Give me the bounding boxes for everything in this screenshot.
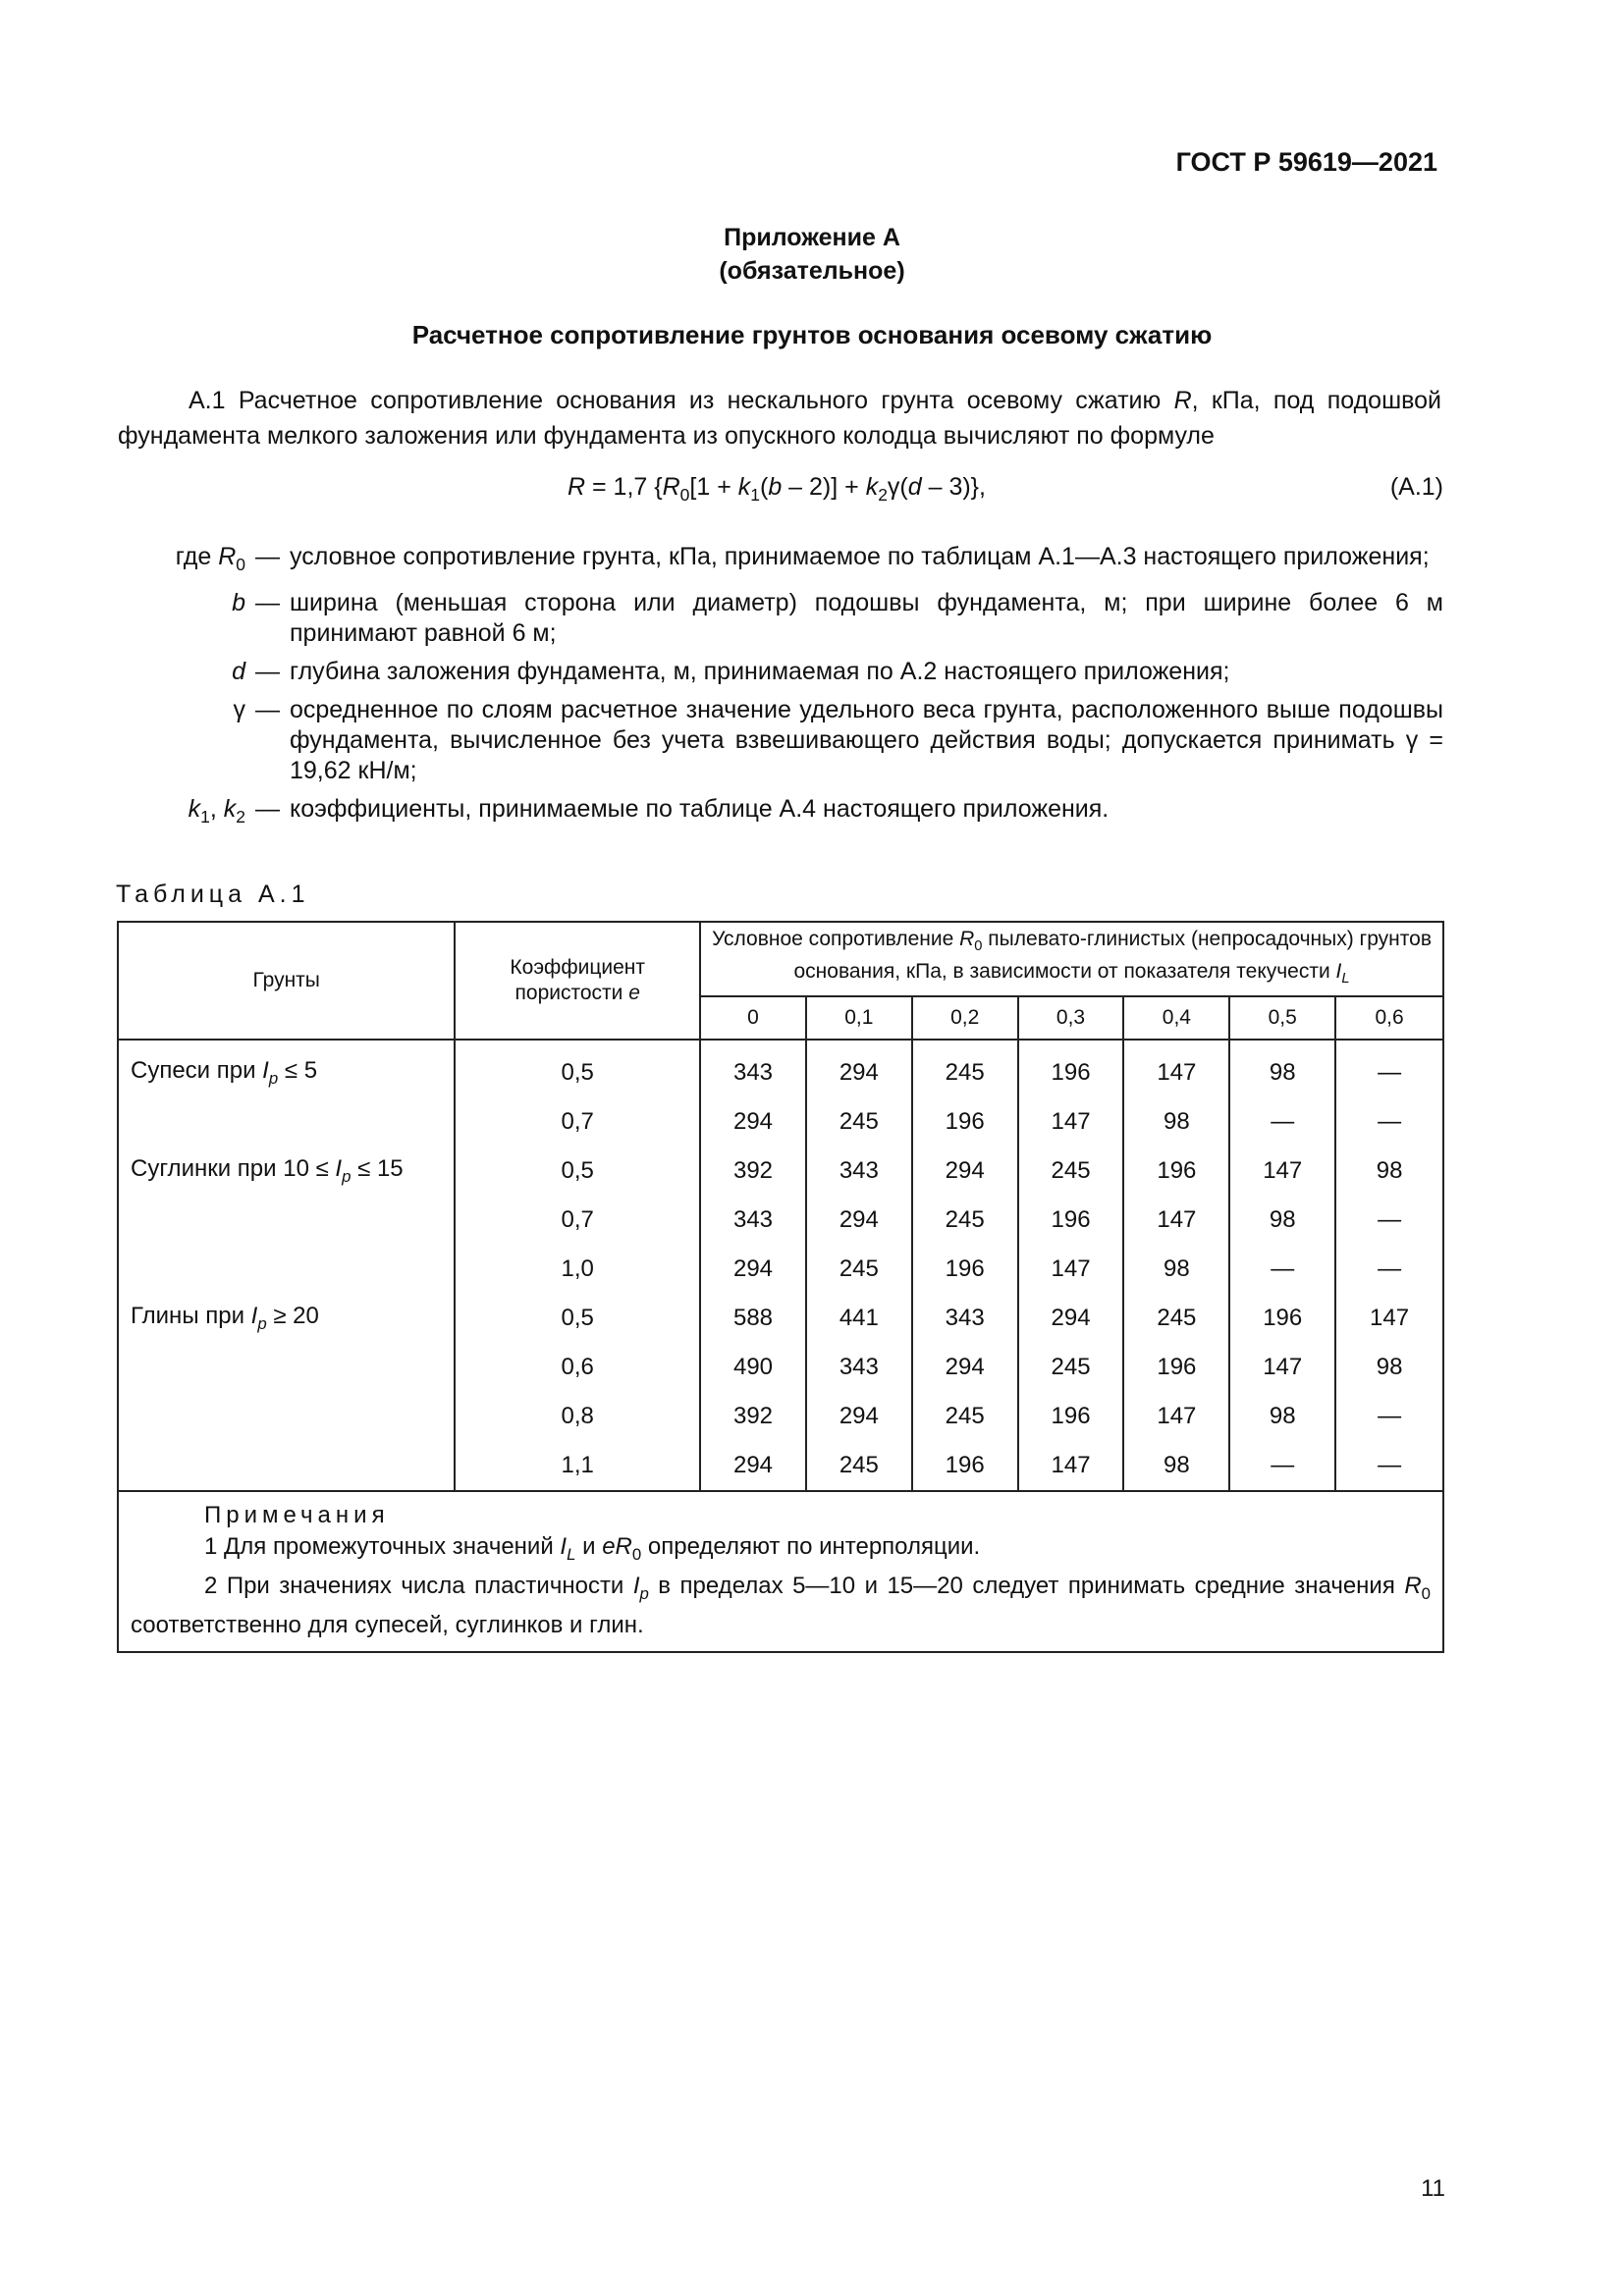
value-cell: 98 bbox=[1335, 1147, 1443, 1196]
value-cell: 147 bbox=[1229, 1343, 1335, 1392]
porosity-cell: 1,1 bbox=[455, 1441, 700, 1491]
value-cell: — bbox=[1335, 1441, 1443, 1491]
value-cell: 245 bbox=[912, 1040, 1018, 1097]
porosity-cell: 1,0 bbox=[455, 1245, 700, 1294]
value-cell: 294 bbox=[700, 1097, 806, 1147]
definition-b: b — ширина (меньшая сторона или диаметр) подошвы фундамента, м; при ширине более 6 м принимают равной 6 м; bbox=[232, 589, 1443, 647]
header-resistance: Условное сопротивление $R_0$ пылевато-глинистых (непросадочных) грунтов основания, кПа, в зависимости от показателя текучести $I_L$ bbox=[700, 922, 1443, 996]
soil-cell bbox=[118, 1245, 455, 1294]
soil-cell bbox=[118, 1343, 455, 1392]
value-cell: 196 bbox=[912, 1441, 1018, 1491]
il-value: 0,5 bbox=[1229, 996, 1335, 1040]
formula-number: (А.1) bbox=[1389, 473, 1443, 501]
table-caption: Таблица А.1 bbox=[116, 881, 310, 908]
value-cell: 294 bbox=[912, 1343, 1018, 1392]
soil-cell bbox=[118, 1097, 455, 1147]
table-row bbox=[118, 1040, 1443, 1097]
value-cell: 245 bbox=[1123, 1294, 1229, 1343]
table-notes-row bbox=[118, 1491, 1443, 1652]
value-cell: 245 bbox=[806, 1097, 912, 1147]
value-cell: — bbox=[1229, 1441, 1335, 1491]
header-soil: Грунты bbox=[118, 922, 455, 1040]
value-cell: 196 bbox=[1123, 1147, 1229, 1196]
porosity-cell: 0,7 bbox=[455, 1196, 700, 1245]
table-notes bbox=[118, 1491, 1443, 1652]
table-row bbox=[118, 1343, 1443, 1392]
value-cell: 196 bbox=[912, 1097, 1018, 1147]
value-cell: 343 bbox=[700, 1040, 806, 1097]
value-cell: 98 bbox=[1229, 1196, 1335, 1245]
value-cell: 245 bbox=[912, 1196, 1018, 1245]
value-cell: 294 bbox=[700, 1441, 806, 1491]
table-row bbox=[118, 1392, 1443, 1441]
value-cell: 294 bbox=[1018, 1294, 1124, 1343]
soil-resistance-table bbox=[117, 921, 1444, 1653]
table-row bbox=[118, 1294, 1443, 1343]
value-cell: 196 bbox=[912, 1245, 1018, 1294]
porosity-cell: 0,5 bbox=[455, 1040, 700, 1097]
value-cell: 343 bbox=[806, 1343, 912, 1392]
notes-title: Примечания bbox=[204, 1502, 390, 1529]
value-cell: 98 bbox=[1123, 1441, 1229, 1491]
value-cell: 147 bbox=[1123, 1040, 1229, 1097]
il-value: 0,2 bbox=[912, 996, 1018, 1040]
porosity-cell: 0,8 bbox=[455, 1392, 700, 1441]
soil-clay: Глины при $I_p \ge 20$ bbox=[118, 1294, 455, 1343]
appendix-heading: Расчетное сопротивление грунтов основания осевому сжатию bbox=[411, 320, 1213, 349]
value-cell: 98 bbox=[1229, 1040, 1335, 1097]
value-cell: 294 bbox=[700, 1245, 806, 1294]
appendix-status: (обязательное) bbox=[719, 257, 905, 285]
page-number: 11 bbox=[1421, 2175, 1445, 2202]
appendix-title: Приложение А bbox=[724, 224, 900, 251]
value-cell: 147 bbox=[1335, 1294, 1443, 1343]
soil-cell bbox=[118, 1441, 455, 1491]
header-porosity: Коэффициент пористости e bbox=[455, 922, 700, 1040]
intro-paragraph: А.1 Расчетное сопротивление основания из нескального грунта осевому сжатию R, кПа, под подошвой фундамента мелкого заложения или фундамента из опускного колодца вычисляют по формуле bbox=[118, 387, 1441, 450]
value-cell: 294 bbox=[806, 1392, 912, 1441]
value-cell: — bbox=[1335, 1392, 1443, 1441]
il-value: 0,4 bbox=[1123, 996, 1229, 1040]
value-cell: 245 bbox=[806, 1441, 912, 1491]
value-cell: 245 bbox=[912, 1392, 1018, 1441]
value-cell: 588 bbox=[700, 1294, 806, 1343]
document-standard-number: ГОСТ Р 59619—2021 bbox=[1175, 147, 1437, 177]
value-cell: 196 bbox=[1018, 1040, 1124, 1097]
table-row bbox=[118, 1097, 1443, 1147]
porosity-cell: 0,5 bbox=[455, 1294, 700, 1343]
value-cell: 441 bbox=[806, 1294, 912, 1343]
table-row bbox=[118, 1245, 1443, 1294]
value-cell: 245 bbox=[1018, 1147, 1124, 1196]
il-value: 0,3 bbox=[1018, 996, 1124, 1040]
value-cell: 147 bbox=[1018, 1097, 1124, 1147]
il-value: 0 bbox=[700, 996, 806, 1040]
formula-a1: R = 1,7 $\{R_0[1 + k_1(b - 2)] + k_2\gamma(d - 3)\}$, bbox=[568, 473, 986, 505]
porosity-cell: 0,7 bbox=[455, 1097, 700, 1147]
value-cell: 147 bbox=[1123, 1196, 1229, 1245]
value-cell: 294 bbox=[806, 1196, 912, 1245]
soil-cell bbox=[118, 1196, 455, 1245]
value-cell: 147 bbox=[1123, 1392, 1229, 1441]
value-cell: 98 bbox=[1123, 1245, 1229, 1294]
value-cell: — bbox=[1229, 1245, 1335, 1294]
value-cell: 343 bbox=[806, 1147, 912, 1196]
soil-loam: Суглинки при $10 \le I_p \le 15$ bbox=[118, 1147, 455, 1196]
definition-gamma: γ — осредненное по слоям расчетное значение удельного веса грунта, расположенного выше подошвы фундамента, вычисленное без учета взвешивающего действия воды; допускается принимать γ = 19,62 кН/м; bbox=[233, 696, 1443, 784]
note-2: 2 При значениях числа пластичности $I_p$ в пределах 5—10 и 15—20 следует принимать средние значения $R_0$ соответственно для супесей, суглинков и глин. bbox=[131, 1573, 1431, 1638]
value-cell: 343 bbox=[912, 1294, 1018, 1343]
value-cell: 147 bbox=[1018, 1441, 1124, 1491]
definition-r0: где $R_0$ — условное сопротивление грунта, кПа, принимаемое по таблицам А.1—А.3 настоящего приложения; bbox=[175, 543, 1430, 574]
table-row bbox=[118, 1441, 1443, 1491]
value-cell: 98 bbox=[1123, 1097, 1229, 1147]
value-cell: 196 bbox=[1018, 1196, 1124, 1245]
definition-d: d — глубина заложения фундамента, м, принимаемая по А.2 настоящего приложения; bbox=[232, 658, 1230, 685]
value-cell: 245 bbox=[806, 1245, 912, 1294]
value-cell: — bbox=[1335, 1245, 1443, 1294]
table-row bbox=[118, 1196, 1443, 1245]
value-cell: 343 bbox=[700, 1196, 806, 1245]
value-cell: 196 bbox=[1229, 1294, 1335, 1343]
value-cell: 245 bbox=[1018, 1343, 1124, 1392]
porosity-cell: 0,5 bbox=[455, 1147, 700, 1196]
table-row bbox=[118, 1147, 1443, 1196]
value-cell: 490 bbox=[700, 1343, 806, 1392]
definition-k: $k_1$, $k_2$ — коэффициенты, принимаемые по таблице А.4 настоящего приложения. bbox=[188, 795, 1110, 827]
value-cell: 392 bbox=[700, 1147, 806, 1196]
value-cell: 98 bbox=[1229, 1392, 1335, 1441]
value-cell: — bbox=[1335, 1196, 1443, 1245]
note-1: 1 Для промежуточных значений $I_L$ и $eR_0$ определяют по интерполяции. bbox=[204, 1533, 981, 1565]
il-value: 0,1 bbox=[806, 996, 912, 1040]
value-cell: 196 bbox=[1123, 1343, 1229, 1392]
value-cell: — bbox=[1335, 1040, 1443, 1097]
value-cell: — bbox=[1229, 1097, 1335, 1147]
value-cell: 98 bbox=[1335, 1343, 1443, 1392]
value-cell: 294 bbox=[912, 1147, 1018, 1196]
value-cell: — bbox=[1335, 1097, 1443, 1147]
il-value: 0,6 bbox=[1335, 996, 1443, 1040]
value-cell: 196 bbox=[1018, 1392, 1124, 1441]
value-cell: 294 bbox=[806, 1040, 912, 1097]
soil-sandy-loam: Супеси при $I_p \le 5$ bbox=[118, 1040, 455, 1097]
value-cell: 147 bbox=[1018, 1245, 1124, 1294]
value-cell: 147 bbox=[1229, 1147, 1335, 1196]
soil-cell bbox=[118, 1392, 455, 1441]
value-cell: 392 bbox=[700, 1392, 806, 1441]
definitions-list bbox=[98, 542, 1443, 840]
porosity-cell: 0,6 bbox=[455, 1343, 700, 1392]
